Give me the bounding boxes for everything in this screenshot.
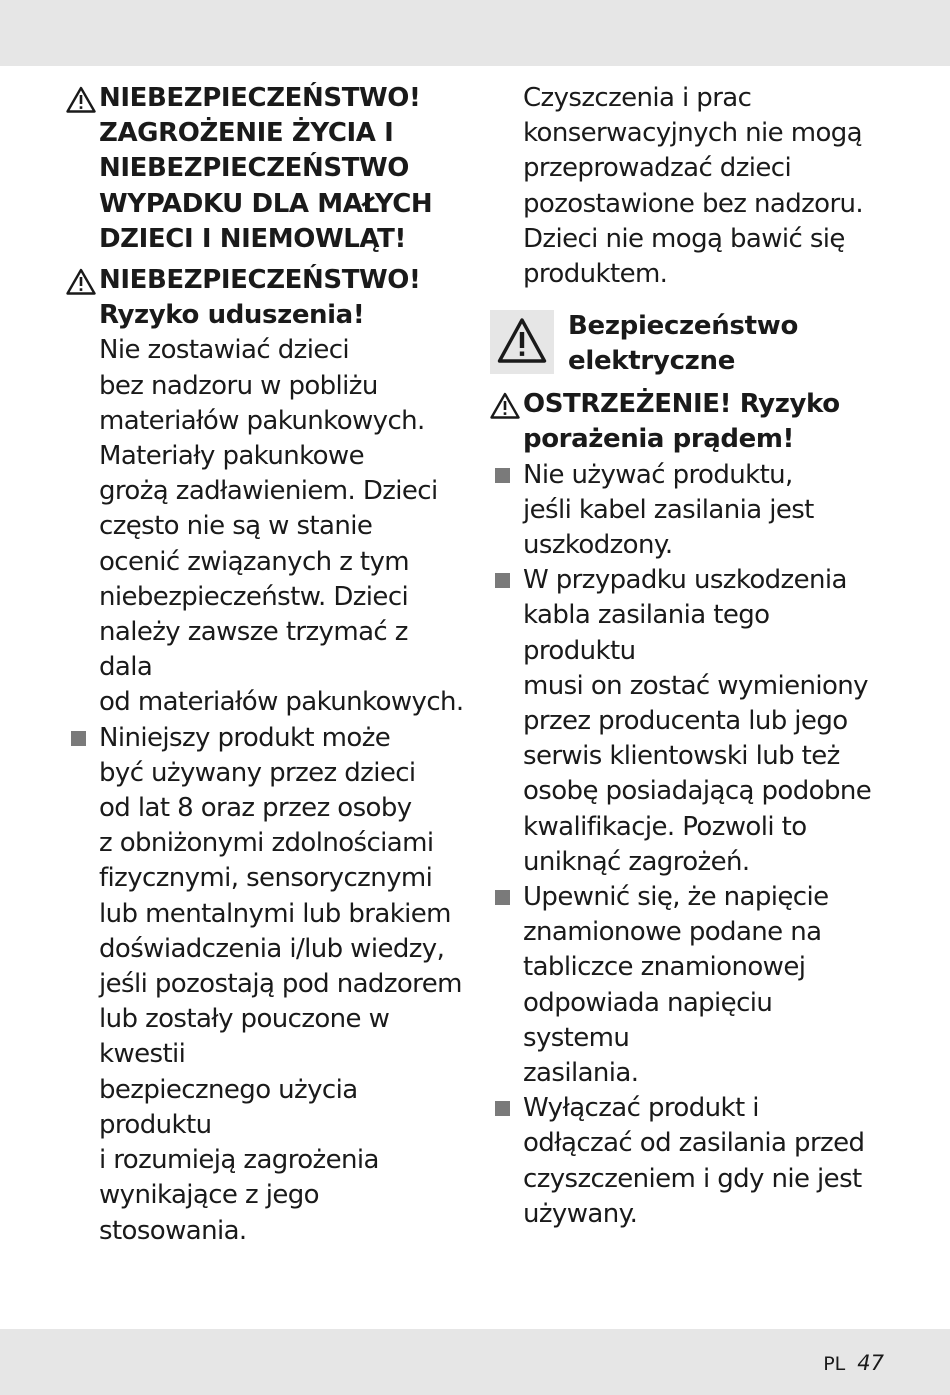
warning-electric-shock bbox=[490, 387, 885, 457]
section-title: Bezpieczeństwo elektryczne bbox=[568, 311, 799, 377]
warning-triangle-icon bbox=[490, 392, 520, 419]
left-column bbox=[66, 81, 466, 1249]
list-item-text: Nie używać produktu, jeśli kabel zasilania jest uszkodzony. bbox=[523, 459, 814, 561]
square-bullet-icon bbox=[495, 573, 510, 588]
list-item-text: Upewnić się, że napięcie znamionowe podane na tabliczce znamionowej odpowiada napięciu systemu zasilania. bbox=[523, 882, 829, 1089]
warning-suffocation-subtitle: Ryzyko uduszenia! bbox=[99, 300, 365, 331]
top-band bbox=[0, 0, 950, 66]
warning-suffocation-title: NIEBEZPIECZEŃSTWO! bbox=[99, 265, 421, 296]
list-item-text: W przypadku uszkodzenia kabla zasilania tego produktu musi on zostać wymieniony przez producenta lub jego serwis klientowski lub też osobę posiadającą podobne kwalifikacje. Pozwoli to uniknąć zagrożeń. bbox=[523, 565, 872, 877]
page-number: 47 bbox=[857, 1351, 884, 1375]
list-item bbox=[490, 880, 885, 1091]
warning-triangle-icon bbox=[66, 268, 96, 295]
square-bullet-icon bbox=[495, 890, 510, 905]
list-item-text: Niniejszy produkt może być używany przez dzieci od lat 8 oraz przez osoby z obniżonymi zdolnościami fizycznymi, sensorycznymi lub mentalnymi lub brakiem doświadczenia i/lub wiedzy, jeśli pozostają pod nadzorem lub zostały pouczone w kwestii bezpiecznego użycia produktu i rozumieją zagrożenia wynikające z jego stosowania. bbox=[99, 722, 462, 1246]
continuation-text: Czyszczenia i prac konserwacyjnych nie mogą przeprowadzać dzieci pozostawione bez nadzoru. Dzieci nie mogą bawić się produktem. bbox=[523, 83, 864, 290]
square-bullet-icon bbox=[71, 731, 86, 746]
bottom-band bbox=[0, 1329, 950, 1395]
warning-life-danger-text: NIEBEZPIECZEŃSTWO! ZAGROŻENIE ŻYCIA I NIEBEZPIECZEŃSTWO WYPADKU DLA MAŁYCH DZIECI I NIEMOWLĄT! bbox=[99, 83, 433, 254]
list-item bbox=[66, 721, 466, 1249]
list-item-text: Wyłączać produkt i odłączać od zasilania przed czyszczeniem i gdy nie jest używany. bbox=[523, 1093, 865, 1229]
list-item bbox=[490, 458, 885, 564]
warning-triangle-icon bbox=[497, 317, 547, 365]
warning-electric-shock-text: OSTRZEŻENIE! Ryzyko porażenia prądem! bbox=[523, 389, 840, 455]
list-item bbox=[490, 1091, 885, 1232]
warning-suffocation-body: Nie zostawiać dzieci bez nadzoru w pobliżu materiałów pakunkowych. Materiały pakunkowe grożą zadławieniem. Dzieci często nie są w stanie ocenić związanych z tym niebezpieczeństw. Dzieci należy zawsze trzymać z dala od materiałów pakunkowych. bbox=[99, 335, 464, 718]
section-header-electrical bbox=[490, 310, 885, 375]
square-bullet-icon bbox=[495, 1101, 510, 1116]
section-icon-box bbox=[490, 310, 554, 374]
warning-suffocation bbox=[66, 263, 466, 721]
warning-life-danger bbox=[66, 81, 466, 257]
warning-triangle-icon bbox=[66, 86, 96, 113]
square-bullet-icon bbox=[495, 468, 510, 483]
right-column bbox=[490, 81, 885, 1232]
list-item bbox=[490, 563, 885, 880]
page-footer bbox=[823, 1351, 884, 1375]
language-code: PL bbox=[823, 1353, 846, 1375]
